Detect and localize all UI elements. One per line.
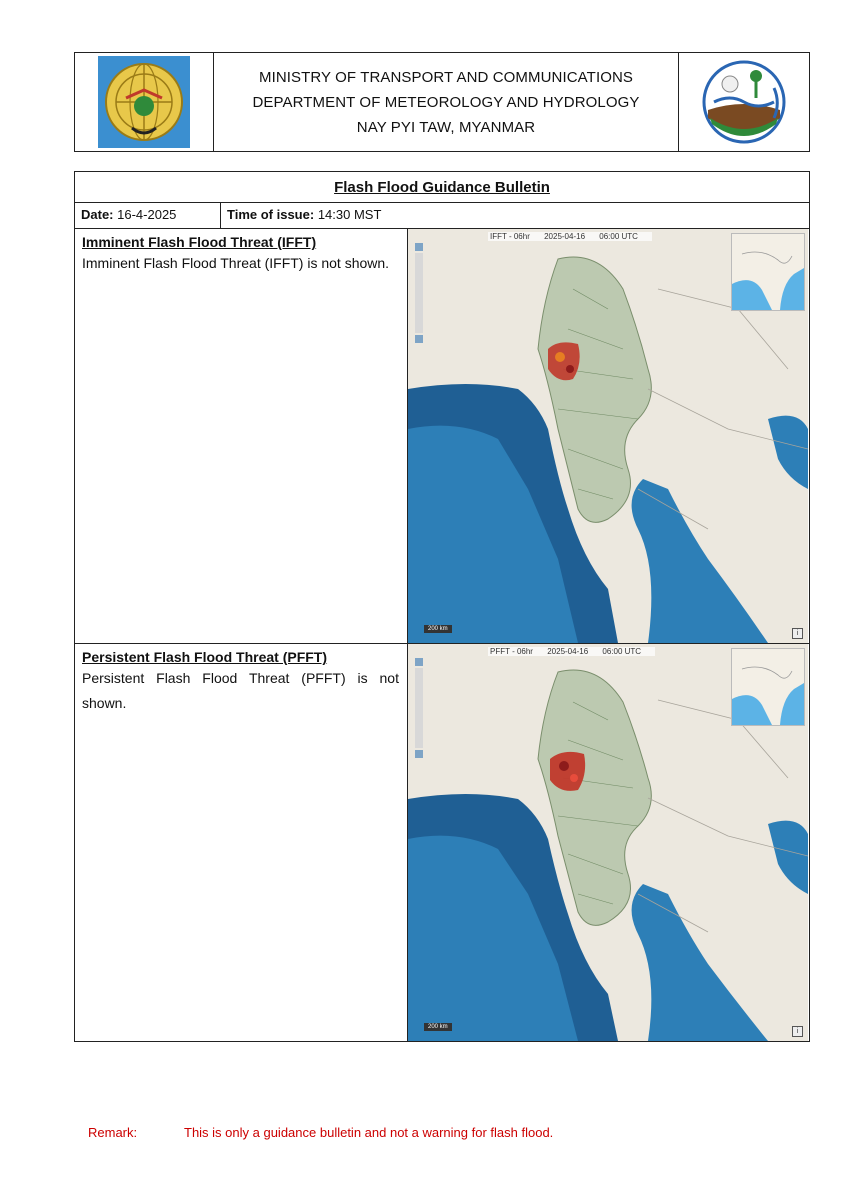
pfft-product: PFFT - 06hr <box>490 647 533 656</box>
dmh-logo <box>679 53 809 151</box>
ministry-logo <box>75 53 214 151</box>
issue-date <box>75 203 221 228</box>
header-line-location: NAY PYI TAW, MYANMAR <box>356 118 536 136</box>
header-line-ministry: MINISTRY OF TRANSPORT AND COMMUNICATIONS <box>258 68 634 86</box>
remark <box>88 1125 553 1140</box>
zoom-in-button[interactable] <box>415 243 423 251</box>
zoom-out-button[interactable] <box>415 750 423 758</box>
remark-text: This is only a guidance bulletin and not a warning for flash flood. <box>184 1125 554 1140</box>
pfft-map-label <box>488 647 655 656</box>
pfft-heading: Persistent Flash Flood Threat (PFFT) <box>82 649 328 665</box>
ifft-description: Imminent Flash Flood Threat (IFFT) is not shown. <box>82 255 390 271</box>
ifft-map <box>408 229 809 643</box>
remark-label: Remark: <box>88 1125 138 1140</box>
pfft-text-cell <box>75 644 408 1041</box>
pfft-map <box>408 644 809 1041</box>
time-value: 14:30 MST <box>317 207 382 222</box>
header-title <box>214 53 679 151</box>
ifft-time: 06:00 UTC <box>599 232 638 241</box>
overview-inset-map <box>731 648 805 726</box>
zoom-out-button[interactable] <box>415 335 423 343</box>
ifft-text-cell <box>75 229 408 643</box>
ifft-heading: Imminent Flash Flood Threat (IFFT) <box>82 234 317 250</box>
zoom-slider[interactable] <box>415 668 423 748</box>
ifft-scale-bar: 200 km <box>424 625 452 633</box>
ifft-product: IFFT - 06hr <box>490 232 530 241</box>
pfft-section <box>75 644 809 1041</box>
pfft-time: 06:00 UTC <box>602 647 642 656</box>
bulletin-meta-row <box>75 203 809 229</box>
header-line-department: DEPARTMENT OF METEOROLOGY AND HYDROLOGY <box>252 93 640 111</box>
time-label: Time of issue: <box>227 207 315 222</box>
ifft-section <box>75 229 809 644</box>
pfft-description: Persistent Flash Flood Threat (PFFT) is not shown. <box>82 670 399 711</box>
pfft-date: 2025-04-16 <box>547 647 589 656</box>
zoom-slider[interactable] <box>415 253 423 333</box>
header-table <box>74 52 810 152</box>
zoom-in-button[interactable] <box>415 658 423 666</box>
ifft-map-label <box>488 232 652 241</box>
date-label: Date: <box>81 207 114 222</box>
pfft-scale-bar: 200 km <box>424 1023 452 1031</box>
overview-inset-map <box>731 233 805 311</box>
date-value: 16-4-2025 <box>117 207 177 222</box>
bulletin-table <box>74 171 810 1042</box>
issue-time <box>221 203 809 228</box>
pfft-info-button[interactable]: i <box>792 1026 803 1037</box>
ifft-date: 2025-04-16 <box>544 232 586 241</box>
ifft-info-button[interactable]: i <box>792 628 803 639</box>
bulletin-title: Flash Flood Guidance Bulletin <box>75 172 809 203</box>
